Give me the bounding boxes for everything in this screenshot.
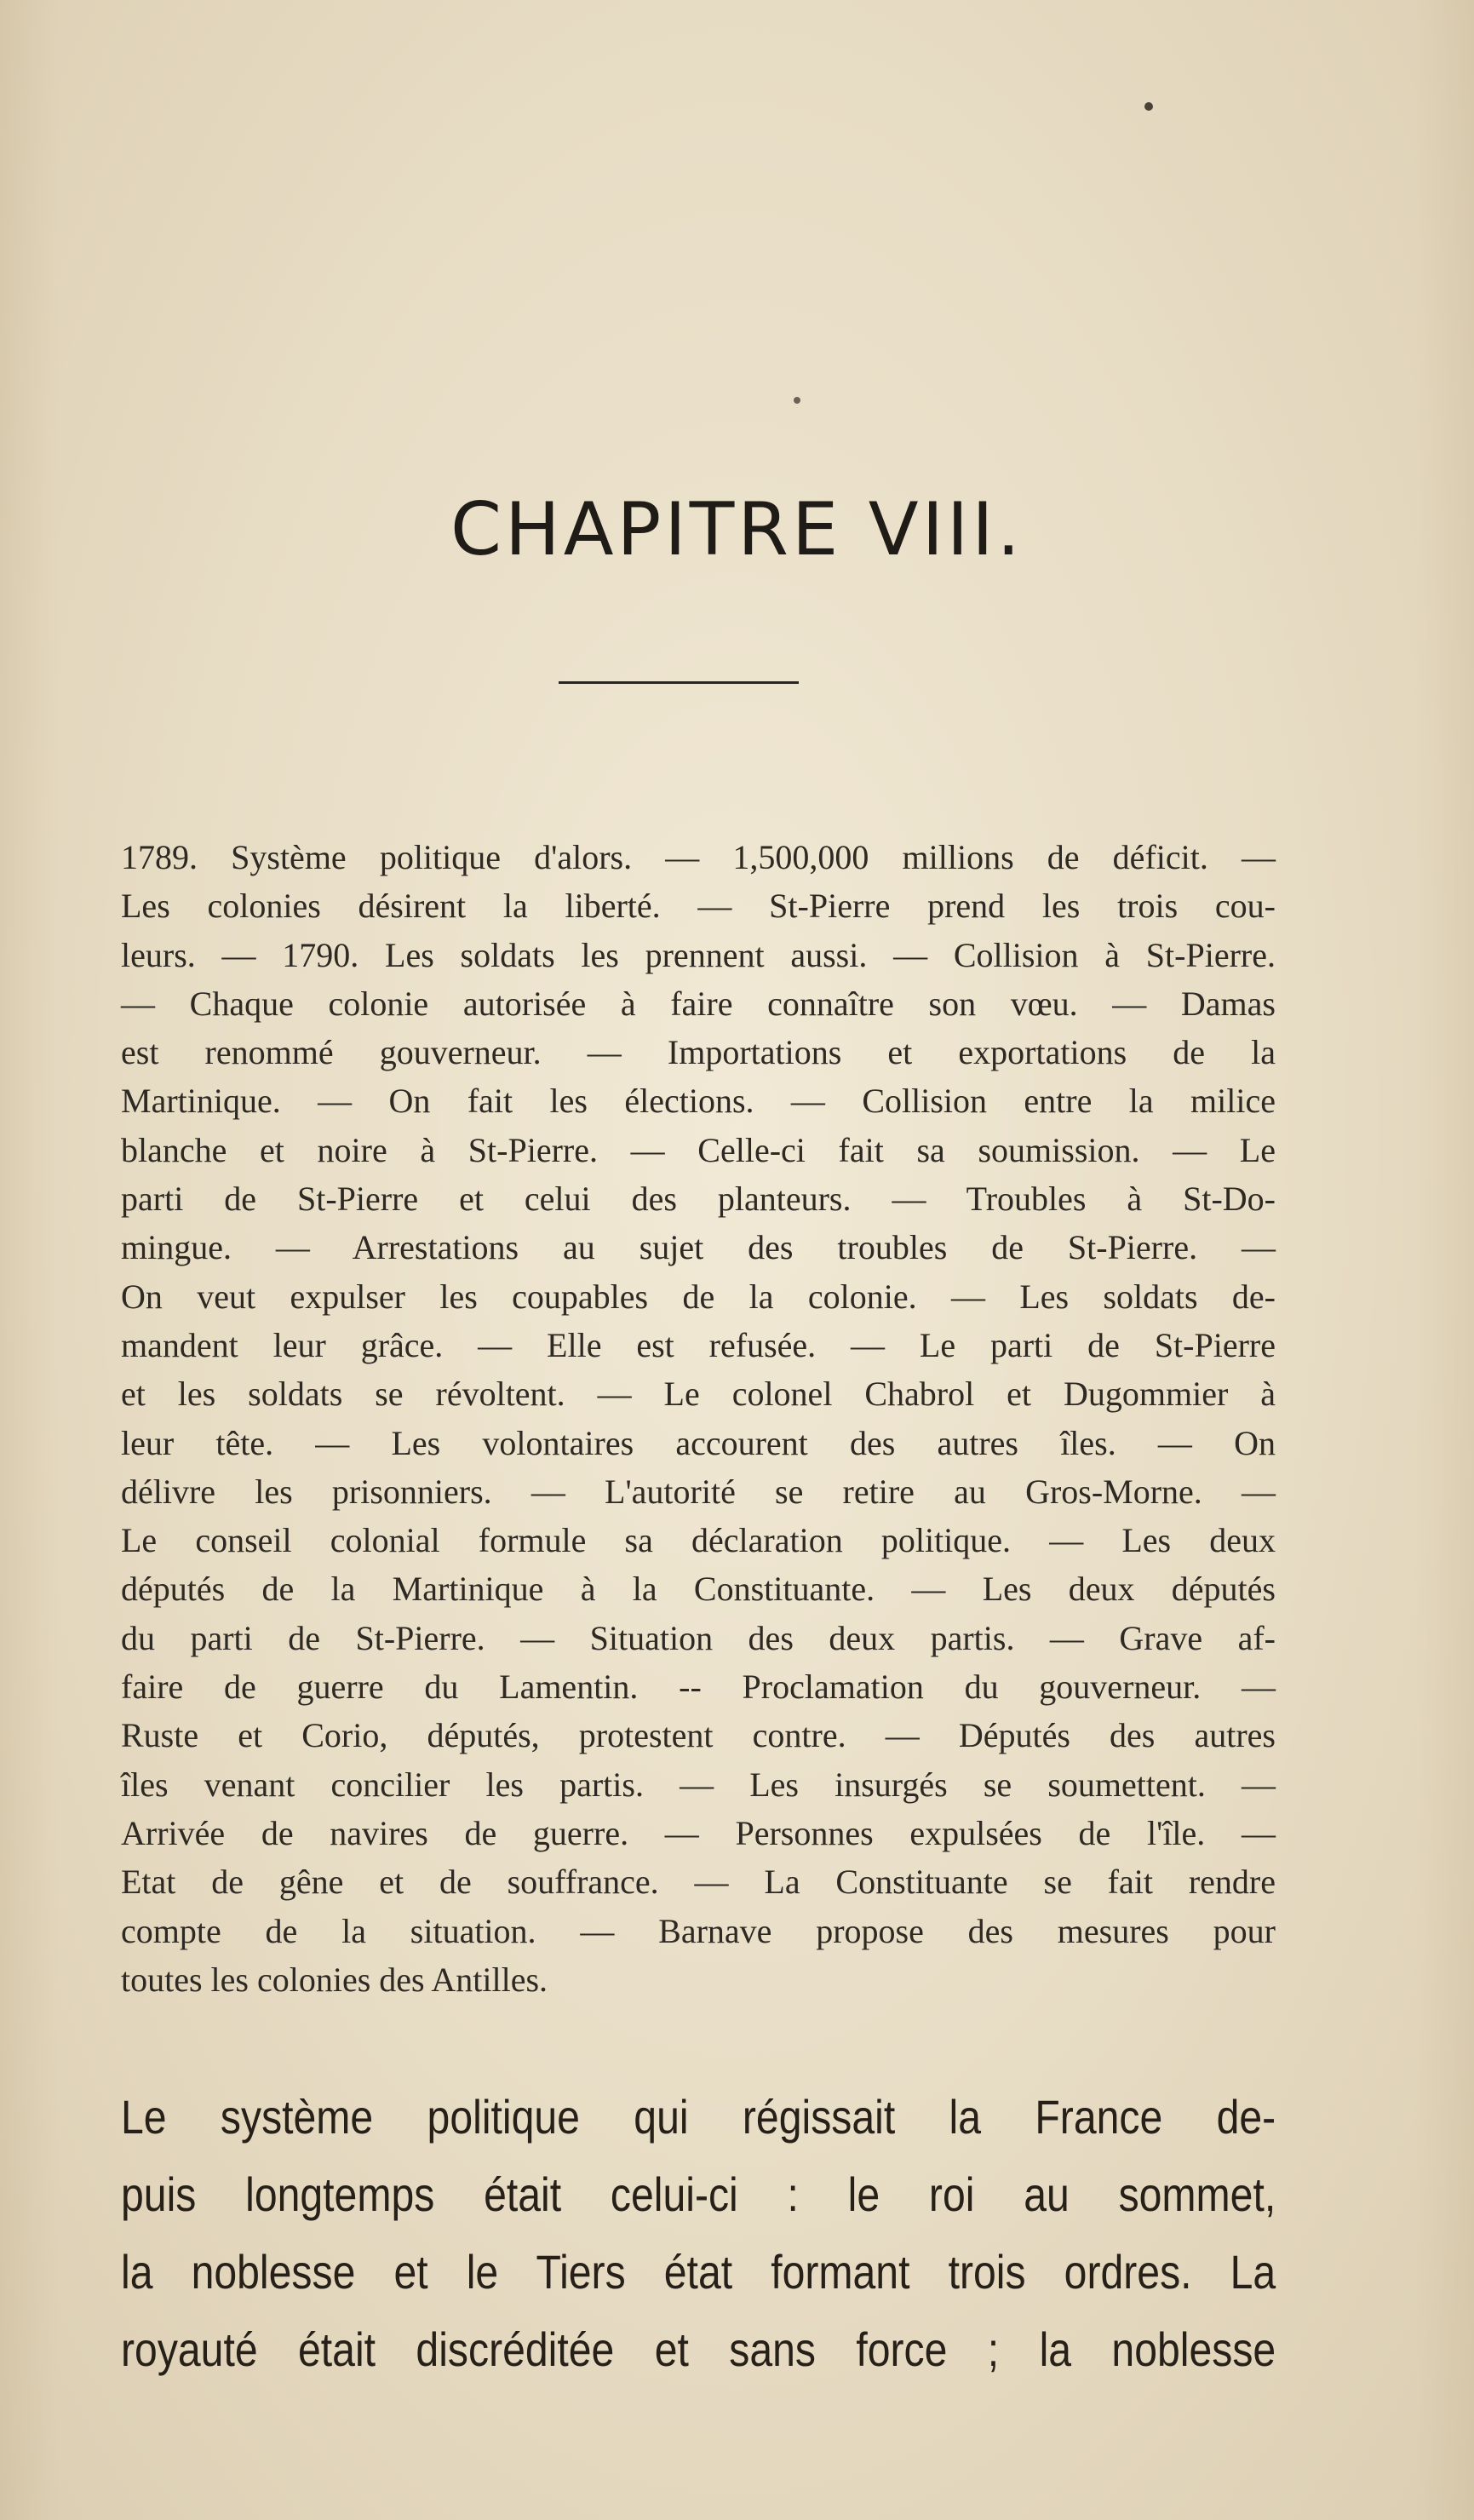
summary-line: est renommé gouverneur. — Importations et exportations de la: [121, 1033, 1276, 1072]
summary-line: leur tête. — Les volontaires accourent des autres îles. — On: [121, 1423, 1276, 1462]
summary-line: mingue. — Arrestations au sujet des troubles de St-Pierre. —: [121, 1228, 1276, 1267]
body-line: la noblesse et le Tiers état formant trois ordres. La: [121, 2245, 1276, 2299]
ink-speck: [1144, 102, 1153, 111]
summary-line: faire de guerre du Lamentin. -- Proclamation du gouverneur. —: [121, 1668, 1276, 1707]
summary-line: blanche et noire à St-Pierre. — Celle-ci fait sa soumission. — Le: [121, 1130, 1276, 1169]
chapter-title: CHAPITRE VIII.: [450, 487, 1024, 572]
summary-line: et les soldats se révoltent. — Le colonel Chabrol et Dugommier à: [121, 1375, 1276, 1414]
summary-line: — Chaque colonie autorisée à faire connaître son vœu. — Damas: [121, 984, 1276, 1023]
summary-line: Etat de gêne et de souffrance. — La Constituante se fait rendre: [121, 1863, 1276, 1902]
summary-line: Les colonies désirent la liberté. — St-Pierre prend les trois cou-: [121, 887, 1276, 926]
summary-line: On veut expulser les coupables de la colonie. — Les soldats de-: [121, 1277, 1276, 1316]
body-paragraph: [121, 2078, 1276, 2388]
summary-line: Le conseil colonial formule sa déclaration politique. — Les deux: [121, 1521, 1276, 1560]
body-line: royauté était discréditée et sans force ; la noblesse: [121, 2322, 1276, 2376]
chapter-summary: [121, 833, 1276, 2004]
summary-line: parti de St-Pierre et celui des planteurs. — Troubles à St-Do-: [121, 1180, 1276, 1219]
summary-line: délivre les prisonniers. — L'autorité se retire au Gros-Morne. —: [121, 1472, 1276, 1511]
summary-line: toutes les colonies des Antilles.: [121, 1960, 548, 1999]
summary-line: Ruste et Corio, députés, protestent contre. — Députés des autres: [121, 1716, 1276, 1755]
summary-line: mandent leur grâce. — Elle est refusée. — Le parti de St-Pierre: [121, 1325, 1276, 1364]
summary-line: Arrivée de navires de guerre. — Personnes expulsées de l'île. —: [121, 1813, 1276, 1852]
summary-line: leurs. — 1790. Les soldats les prennent aussi. — Collision à St-Pierre.: [121, 935, 1276, 974]
ink-speck: [794, 397, 800, 404]
summary-line: 1789. Système politique d'alors. — 1,500,000 millions de déficit. —: [121, 838, 1276, 876]
summary-line: îles venant concilier les partis. — Les insurgés se soumettent. —: [121, 1765, 1276, 1804]
summary-line: compte de la situation. — Barnave propose des mesures pour: [121, 1911, 1276, 1950]
summary-line: députés de la Martinique à la Constituante. — Les deux députés: [121, 1570, 1276, 1609]
summary-line: du parti de St-Pierre. — Situation des deux partis. — Grave af-: [121, 1618, 1276, 1657]
summary-line: Martinique. — On fait les élections. — Collision entre la milice: [121, 1082, 1276, 1121]
body-line: Le système politique qui régissait la France de-: [121, 2090, 1276, 2144]
title-divider: [559, 681, 799, 684]
body-line: puis longtemps était celui-ci : le roi au sommet,: [121, 2167, 1276, 2221]
